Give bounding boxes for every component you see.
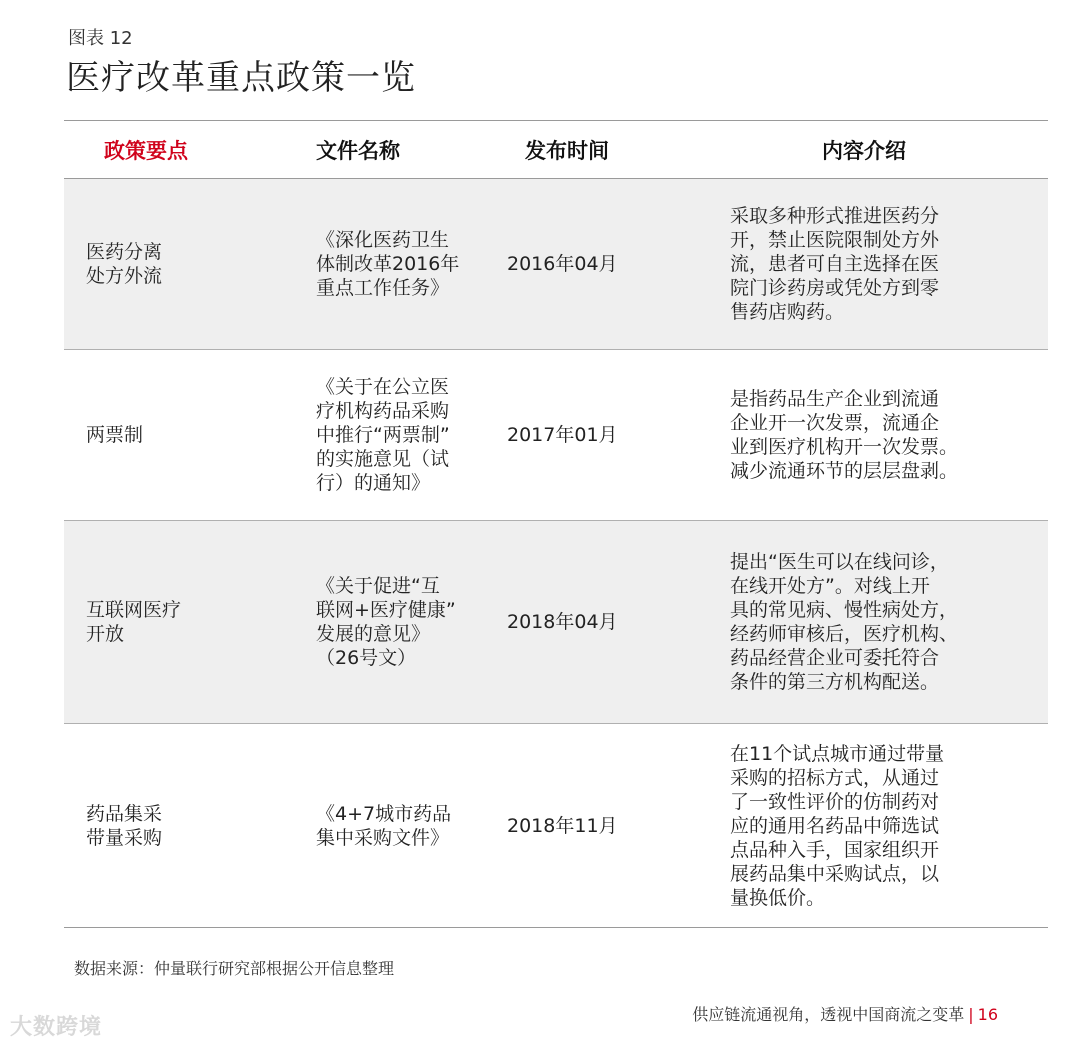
figure-title: 医疗改革重点政策一览 xyxy=(66,58,416,98)
footer-separator: | xyxy=(968,1005,974,1024)
cell-date: 2016年04月 xyxy=(507,253,618,275)
table-row xyxy=(64,724,1048,927)
cell-policy: 两票制 xyxy=(86,424,144,446)
header-date: 发布时间 xyxy=(525,138,609,163)
data-source-note: 数据来源：仲量联行研究部根据公开信息整理 xyxy=(74,959,395,978)
table-row xyxy=(64,179,1048,350)
cell-document: 《4+7城市药品 集中采购文件》 xyxy=(316,802,452,849)
cell-document: 《深化医药卫生 体制改革2016年 重点工作任务》 xyxy=(316,229,460,299)
watermark-logo: 大数跨境 xyxy=(10,1015,103,1040)
page-number: 16 xyxy=(977,1005,998,1024)
cell-content: 提出“医生可以在线问诊， 在线开处方”。对线上开 具的常见病、慢性病处方， 经药师审核后，医疗机构、 药品经营企业可委托符合 条件的第三方机构配送。 xyxy=(730,551,959,693)
cell-policy: 药品集采 带量采购 xyxy=(86,802,163,849)
page-footer xyxy=(692,1002,998,1025)
cell-date: 2018年11月 xyxy=(507,814,618,837)
figure-number: 图表 12 xyxy=(68,28,133,49)
footer-text: 供应链流通视角，透视中国商流之变革 xyxy=(692,1005,965,1024)
policy-table xyxy=(64,120,1048,928)
cell-date: 2017年01月 xyxy=(507,424,618,446)
header-document: 文件名称 xyxy=(316,138,400,163)
table-row xyxy=(64,350,1048,521)
cell-content: 采取多种形式推进医药分 开，禁止医院限制处方外 流，患者可自主选择在医 院门诊药房或凭处方到零 售药店购药。 xyxy=(730,205,940,323)
cell-document: 《关于在公立医 疗机构药品采购 中推行“两票制” 的实施意见（试 行）的通知》 xyxy=(316,376,450,494)
cell-content: 是指药品生产企业到流通 企业开一次发票，流通企 业到医疗机构开一次发票。 减少流通环节的层层盘剥。 xyxy=(730,388,959,482)
cell-content: 在11个试点城市通过带量 采购的招标方式，从通过 了一致性评价的仿制药对 应的通用名药品中筛选试 点品种入手，国家组织开 展药品集中采购试点，以 量换低价。 xyxy=(730,742,945,909)
cell-document: 《关于促进“互 联网+医疗健康” 发展的意见》 （26号文） xyxy=(316,575,456,669)
cell-policy: 互联网医疗 开放 xyxy=(86,599,182,645)
table-header xyxy=(64,121,1048,179)
table-row xyxy=(64,521,1048,724)
cell-policy: 医药分离 处方外流 xyxy=(86,241,163,287)
header-content: 内容介绍 xyxy=(822,138,906,163)
cell-date: 2018年04月 xyxy=(507,611,618,633)
header-policy: 政策要点 xyxy=(104,138,188,163)
